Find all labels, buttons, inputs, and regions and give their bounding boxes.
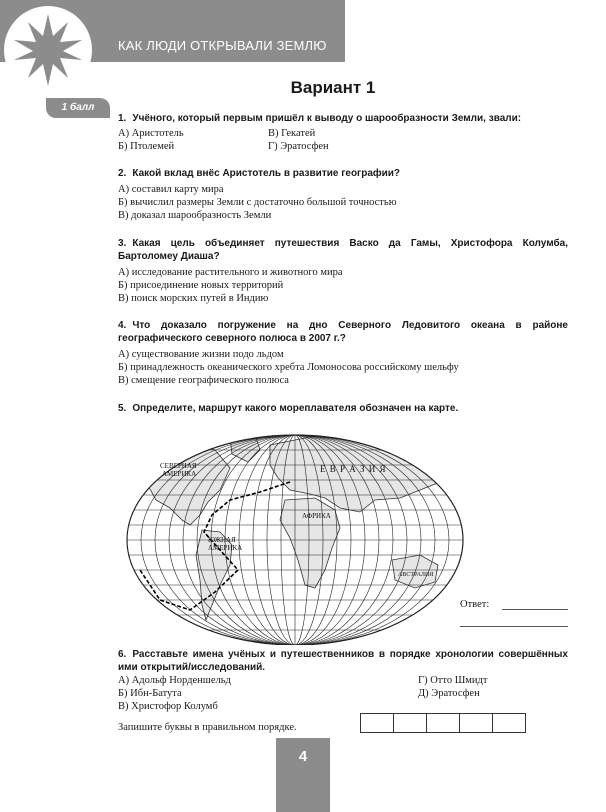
option: Б) Птолемей [118, 141, 175, 152]
question-number: 3. [118, 238, 127, 249]
question-text: Что доказало погружение на дно Северного Ледовитого океана в районе географического северного полюса в 2007 г.? [118, 320, 568, 344]
label-eurasia: Е В Р А З И Я [320, 464, 387, 474]
write-order-instruction: Запишите буквы в правильном порядке. [118, 722, 297, 733]
option: В) поиск морских путей в Индию [118, 293, 269, 304]
option: А) существование жизни подо льдом [118, 349, 284, 360]
question-3 [118, 237, 568, 263]
option: Б) присоединение новых территорий [118, 280, 284, 291]
answer-box[interactable] [459, 713, 493, 733]
label-north-america: АМЕРИКА [162, 470, 197, 478]
question-6 [118, 648, 568, 674]
question-number: 4. [118, 320, 127, 331]
question-number: 6. [118, 649, 127, 660]
question-text: Какая цель объединяет путешествия Васко да Гамы, Христофора Колумба, Бартоломеу Диаша? [118, 238, 568, 262]
option: Д) Эратосфен [418, 688, 480, 699]
answer-box[interactable] [426, 713, 460, 733]
answer-box[interactable] [492, 713, 526, 733]
question-4 [118, 319, 568, 345]
section-title: КАК ЛЮДИ ОТКРЫВАЛИ ЗЕМЛЮ [118, 38, 327, 53]
answer-boxes [361, 713, 526, 733]
option: А) составил карту мира [118, 184, 224, 195]
answer-box[interactable] [360, 713, 394, 733]
question-number: 1. [118, 113, 127, 124]
question-1 [118, 112, 568, 125]
question-2 [118, 167, 568, 180]
question-5 [118, 402, 568, 415]
label-australia: АВСТРАЛИЯ [398, 572, 434, 578]
answer-box[interactable] [393, 713, 427, 733]
option: Б) принадлежность океанического хребта Ломоносова российскому шельфу [118, 362, 459, 373]
points-badge: 1 балл [46, 98, 110, 118]
option: А) Аристотель [118, 128, 184, 139]
option: В) смещение географического полюса [118, 375, 289, 386]
option: А) исследование растительного и животного мира [118, 267, 343, 278]
label-south-america: ЮЖНАЯ [208, 536, 236, 544]
label-africa: АФРИКА [302, 512, 331, 520]
option: Б) вычислил размеры Земли с достаточно большой точностью [118, 197, 397, 208]
option: А) Адольф Норденшельд [118, 675, 231, 686]
question-text: Учёного, который первым пришёл к выводу о шарообразности Земли, звали: [132, 113, 522, 124]
world-map [120, 420, 470, 645]
option: В) Христофор Колумб [118, 701, 218, 712]
answer-label: Ответ: [460, 599, 490, 610]
option: В) доказал шарообразность Земли [118, 210, 272, 221]
question-text: Расставьте имена учёных и путешественников в порядке хронологии совершённых ими открытий/исследований. [118, 649, 568, 673]
option: В) Гекатей [268, 128, 316, 139]
variant-title: Вариант 1 [290, 78, 376, 97]
answer-line[interactable] [502, 609, 568, 610]
question-text: Определите, маршрут какого мореплавателя обозначен на карте. [132, 403, 459, 414]
page-number: 4 [298, 748, 308, 765]
question-number: 2. [118, 168, 127, 179]
answer-line[interactable] [460, 626, 568, 627]
question-number: 5. [118, 403, 127, 414]
question-text: Какой вклад внёс Аристотель в развитие географии? [132, 168, 401, 179]
option: Б) Ибн-Батута [118, 688, 182, 699]
option: Г) Отто Шмидт [418, 675, 488, 686]
option: Г) Эратосфен [268, 141, 329, 152]
label-south-america: АМЕРИКА [208, 544, 243, 552]
label-north-america: СЕВЕРНАЯ [160, 462, 197, 470]
